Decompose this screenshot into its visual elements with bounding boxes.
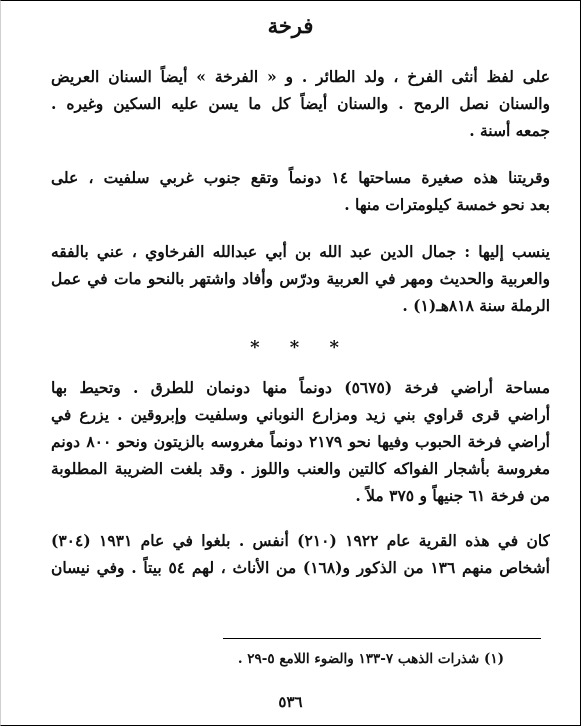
text-line: أراضي فرخة الحبوب وفيها نحو ٢١٧٩ دونماً مغروسه بالزيتون ونحو ٨٠٠ دونم	[51, 432, 550, 451]
text-line: أشخاص منهم ١٣٦ من الذكور و(١٦٨) من الأناث ، لهم ٥٤ بيتاً . وفي نيسان	[51, 558, 550, 577]
text-line: والعربية والحديث ومهر في العربية ودرّس وأفاد واشتهر بالنحو مات في عمل	[51, 269, 550, 288]
text-line: أراضي قرى قراوي بني زيد ومزارع النوباني وسلفيت وإبروقين . يزرع في	[51, 405, 550, 424]
paragraph-definition	[51, 63, 550, 144]
text-line: بعد نحو خمسة كيلومترات منها .	[344, 195, 550, 214]
page-body	[51, 63, 550, 581]
paragraph-attribution	[51, 238, 550, 319]
text-line: وقريتنا هذه صغيرة مساحتها ١٤ دونماً وتقع جنوب غربي سلفيت ، على	[51, 168, 550, 187]
text-line: من فرخة ٦١ جنيهاً و ٣٧٥ ملاً .	[355, 486, 550, 505]
text-line: جمعه أسنة .	[469, 121, 550, 140]
footnote-divider	[223, 638, 541, 639]
text-line: ينسب إليها : جمال الدين عبد الله بن أبي عبدالله الفرخاوي ، عني بالفقه	[51, 242, 550, 261]
text-line: مغروسة بأشجار الفواكه كالتين والعنب واللوز . وقد بلغت الضريبة المطلوبة	[51, 459, 550, 478]
paragraph-population	[51, 527, 550, 581]
footnote: (١) شذرات الذهب ٧-١٣٣ والضوء اللامع ٥-٢٩ .	[237, 651, 504, 667]
text-line: والسنان نصل الرمح . والسنان أيضاً كل ما يسن عليه السكين وغيره .	[51, 94, 550, 113]
page-number: ٥٣٦	[278, 693, 303, 711]
paragraph-location	[51, 164, 550, 218]
text-line: كان في هذه القرية عام ١٩٢٢ (٢١٠) أنفس . بلغوا في عام ١٩٣١ (٣٠٤)	[51, 531, 550, 550]
text-line: على لفظ أنثى الفرخ ، ولد الطائر . و « الفرخة » أيضاً السنان العريض	[51, 67, 550, 86]
page-title: فرخة	[267, 13, 314, 38]
text-line: مساحة أراضي فرخة (٥٦٧٥) دونماً منها دونمان للطرق . وتحيط بها	[51, 378, 550, 397]
text-line: الرملة سنة ٨١٨هـ(١) .	[402, 296, 550, 315]
paragraph-land-area	[51, 374, 550, 509]
section-separator: * * *	[250, 337, 351, 358]
